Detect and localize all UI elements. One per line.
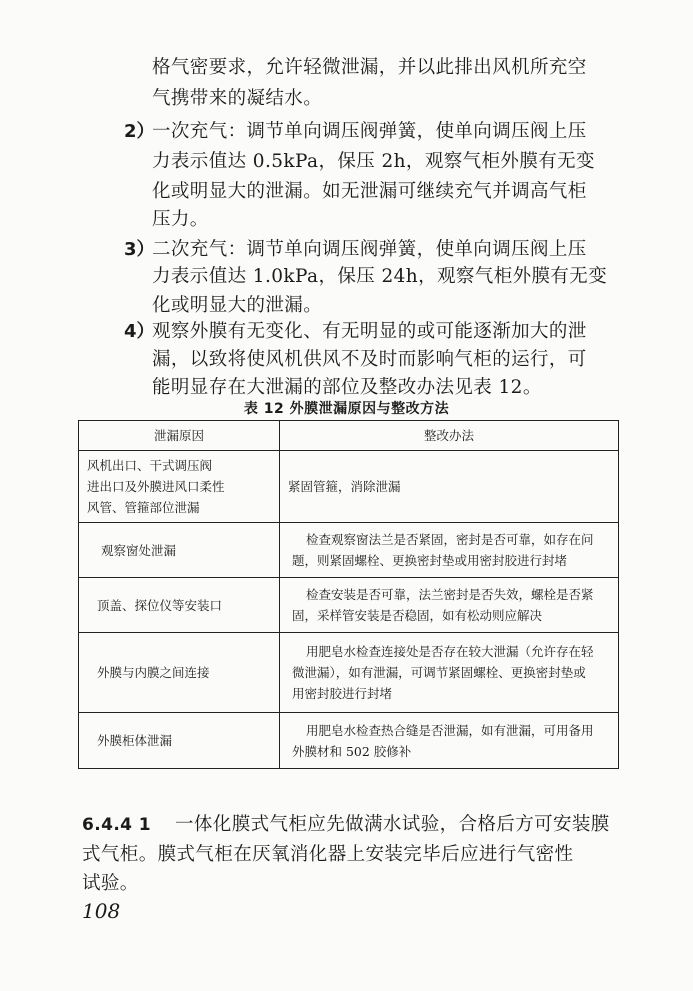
table-header-row [79, 421, 619, 451]
cause-line: 顶盖、探位仪等安装口 [97, 597, 223, 613]
cause-cell [79, 633, 280, 713]
fix-line: 微泄漏），如有泄漏，可调节紧固螺栓、更换密封垫或 [292, 665, 586, 680]
cause-line: 外膜与内膜之间连接 [97, 665, 210, 680]
cause-line: 观察窗处泄漏 [101, 542, 177, 558]
item-number: 2） [124, 121, 155, 142]
text-line: 力表示值达 0.5kPa，保压 2h，观察气柜外膜有无变 [152, 151, 595, 172]
text-line: 二次充气：调节单向调压阀弹簧，使单向调压阀上压 [152, 239, 587, 260]
text-line: 一体化膜式气柜应先做满水试验，合格后方可安装膜 [175, 814, 610, 835]
item-number: 4） [124, 321, 155, 342]
fix-cell [280, 633, 619, 713]
fix-line: 用密封胶进行封堵 [292, 686, 393, 701]
text-line: 式气柜。膜式气柜在厌氧消化器上安装完毕后应进行气密性 [82, 844, 574, 865]
leak-table [78, 420, 619, 769]
cause-line: 风管、管箍部位泄漏 [87, 500, 200, 515]
page-number: 108 [82, 899, 121, 923]
table-row [79, 633, 619, 713]
text-line: 化或明显大的泄漏。如无泄漏可继续充气并调高气柜 [152, 181, 587, 202]
cause-line: 风机出口、干式调压阀 [87, 458, 213, 473]
table-row [79, 713, 619, 769]
text-line: 化或明显大的泄漏。 [152, 295, 323, 316]
fix-cell [280, 578, 619, 633]
item-number: 3） [124, 239, 155, 260]
fix-line: 题，则紧固螺栓、更换密封垫或用密封胶进行封堵 [292, 553, 568, 568]
text-line: 一次充气：调节单向调压阀弹簧，使单向调压阀上压 [152, 121, 587, 142]
text-line: 力表示值达 1.0kPa，保压 24h，观察气柜外膜有无变 [152, 266, 608, 287]
table-caption: 表 12 外膜泄漏原因与整改方法 [243, 401, 450, 417]
table-row [79, 451, 619, 523]
fix-line: 紧固管箍，消除泄漏 [288, 479, 401, 494]
fix-line: 检查观察窗法兰是否紧固，密封是否可靠，如存在问 [306, 532, 594, 547]
cause-cell [79, 451, 280, 523]
fix-line: 固，采样管安装是否稳固，如有松动则应解决 [292, 608, 543, 623]
table-row [79, 523, 619, 578]
fix-cell [280, 713, 619, 769]
cause-line: 外膜柜体泄漏 [97, 733, 173, 748]
text-line: 格气密要求，允许轻微泄漏，并以此排出风机所充空 [152, 57, 587, 78]
fix-cell [280, 451, 619, 523]
text-line: 压力。 [152, 209, 209, 230]
text-line: 气携带来的凝结水。 [152, 88, 323, 109]
text-line: 试验。 [82, 873, 139, 894]
cause-line: 进出口及外膜进风口柔性 [87, 479, 225, 494]
header-fix: 整改办法 [280, 421, 619, 451]
text-line: 观察外膜有无变化、有无明显的或可能逐渐加大的泄 [152, 321, 587, 342]
fix-line: 检查安装是否可靠，法兰密封是否失效，螺栓是否紧 [306, 587, 594, 602]
fix-cell [280, 523, 619, 578]
table-row [79, 578, 619, 633]
fix-line: 外膜材和 502 胶修补 [292, 743, 412, 759]
text-line: 能明显存在大泄漏的部位及整改办法见表 12。 [152, 377, 542, 398]
cause-cell [79, 713, 280, 769]
fix-line: 用肥皂水检查连接处是否存在较大泄漏（允许存在轻 [306, 644, 594, 659]
text-line: 漏，以致将使风机供风不及时而影响气柜的运行，可 [152, 349, 587, 370]
fix-line: 用肥皂水检查热合缝是否泄漏，如有泄漏，可用备用 [306, 722, 594, 738]
header-cause: 泄漏原因 [79, 421, 280, 451]
section-number: 6.4.4 1 [82, 815, 151, 835]
cause-cell [79, 578, 280, 633]
cause-cell [79, 523, 280, 578]
